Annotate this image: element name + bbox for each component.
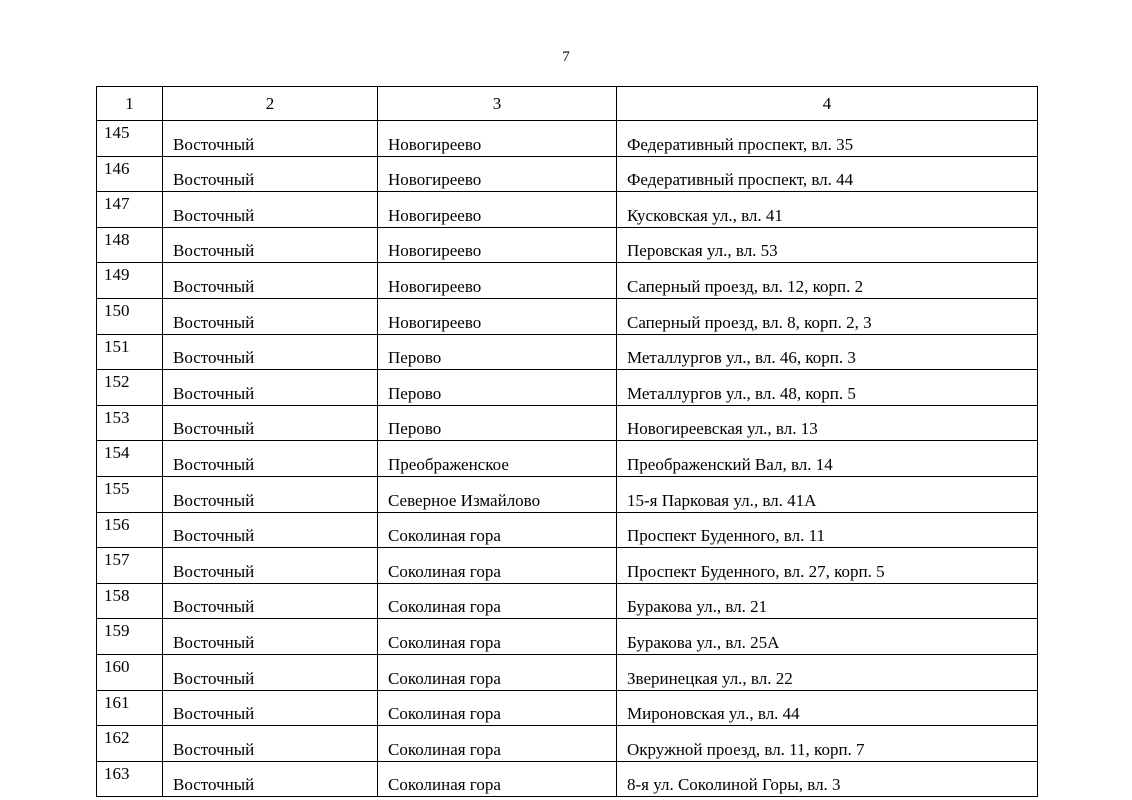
area-cell: Перово <box>378 334 617 370</box>
address-cell: Буракова ул., вл. 21 <box>617 583 1038 619</box>
address-cell: Федеративный проспект, вл. 35 <box>617 121 1038 157</box>
table-row <box>97 583 1038 619</box>
row-number-cell: 163 <box>97 761 163 797</box>
row-number-cell: 154 <box>97 441 163 477</box>
row-number-cell: 153 <box>97 405 163 441</box>
table-row <box>97 370 1038 406</box>
area-cell: Преображенское <box>378 441 617 477</box>
address-table <box>96 86 1038 797</box>
table-row <box>97 298 1038 334</box>
area-cell: Новогиреево <box>378 227 617 263</box>
district-cell: Восточный <box>163 726 378 762</box>
row-number-cell: 149 <box>97 263 163 299</box>
district-cell: Восточный <box>163 583 378 619</box>
address-cell: Новогиреевская ул., вл. 13 <box>617 405 1038 441</box>
row-number-cell: 161 <box>97 690 163 726</box>
area-cell: Новогиреево <box>378 298 617 334</box>
area-cell: Новогиреево <box>378 192 617 228</box>
address-cell: Металлургов ул., вл. 46, корп. 3 <box>617 334 1038 370</box>
district-cell: Восточный <box>163 441 378 477</box>
district-cell: Восточный <box>163 298 378 334</box>
district-cell: Восточный <box>163 192 378 228</box>
row-number-cell: 148 <box>97 227 163 263</box>
district-cell: Восточный <box>163 512 378 548</box>
district-cell: Восточный <box>163 370 378 406</box>
district-cell: Восточный <box>163 156 378 192</box>
address-cell: Проспект Буденного, вл. 27, корп. 5 <box>617 548 1038 584</box>
table-row <box>97 548 1038 584</box>
address-cell: Федеративный проспект, вл. 44 <box>617 156 1038 192</box>
row-number-cell: 157 <box>97 548 163 584</box>
address-cell: Мироновская ул., вл. 44 <box>617 690 1038 726</box>
district-cell: Восточный <box>163 690 378 726</box>
area-cell: Соколиная гора <box>378 690 617 726</box>
column-header-4: 4 <box>617 87 1038 121</box>
area-cell: Соколиная гора <box>378 654 617 690</box>
table-row <box>97 121 1038 157</box>
address-cell: Перовская ул., вл. 53 <box>617 227 1038 263</box>
district-cell: Восточный <box>163 654 378 690</box>
row-number-cell: 162 <box>97 726 163 762</box>
header-row <box>97 87 1038 121</box>
area-cell: Соколиная гора <box>378 761 617 797</box>
row-number-cell: 152 <box>97 370 163 406</box>
area-cell: Новогиреево <box>378 156 617 192</box>
address-cell: Буракова ул., вл. 25А <box>617 619 1038 655</box>
row-number-cell: 160 <box>97 654 163 690</box>
address-cell: Саперный проезд, вл. 8, корп. 2, 3 <box>617 298 1038 334</box>
column-header-1: 1 <box>97 87 163 121</box>
row-number-cell: 145 <box>97 121 163 157</box>
table-row <box>97 761 1038 797</box>
address-cell: Зверинецкая ул., вл. 22 <box>617 654 1038 690</box>
address-cell: Металлургов ул., вл. 48, корп. 5 <box>617 370 1038 406</box>
district-cell: Восточный <box>163 476 378 512</box>
table-row <box>97 512 1038 548</box>
area-cell: Соколиная гора <box>378 619 617 655</box>
table-row <box>97 654 1038 690</box>
area-cell: Соколиная гора <box>378 583 617 619</box>
district-cell: Восточный <box>163 334 378 370</box>
district-cell: Восточный <box>163 761 378 797</box>
address-cell: Проспект Буденного, вл. 11 <box>617 512 1038 548</box>
table-row <box>97 227 1038 263</box>
area-cell: Соколиная гора <box>378 726 617 762</box>
address-cell: Саперный проезд, вл. 12, корп. 2 <box>617 263 1038 299</box>
district-cell: Восточный <box>163 227 378 263</box>
address-cell: 15-я Парковая ул., вл. 41А <box>617 476 1038 512</box>
page-number: 7 <box>562 49 570 65</box>
table-row <box>97 334 1038 370</box>
table-row <box>97 619 1038 655</box>
district-cell: Восточный <box>163 619 378 655</box>
table-row <box>97 405 1038 441</box>
row-number-cell: 147 <box>97 192 163 228</box>
table-row <box>97 726 1038 762</box>
area-cell: Новогиреево <box>378 121 617 157</box>
area-cell: Соколиная гора <box>378 548 617 584</box>
district-cell: Восточный <box>163 405 378 441</box>
address-cell: Окружной проезд, вл. 11, корп. 7 <box>617 726 1038 762</box>
row-number-cell: 155 <box>97 476 163 512</box>
table-row <box>97 476 1038 512</box>
row-number-cell: 159 <box>97 619 163 655</box>
address-cell: Кусковская ул., вл. 41 <box>617 192 1038 228</box>
row-number-cell: 158 <box>97 583 163 619</box>
row-number-cell: 156 <box>97 512 163 548</box>
area-cell: Новогиреево <box>378 263 617 299</box>
table-row <box>97 156 1038 192</box>
column-header-2: 2 <box>163 87 378 121</box>
district-cell: Восточный <box>163 548 378 584</box>
column-header-3: 3 <box>378 87 617 121</box>
area-cell: Перово <box>378 405 617 441</box>
row-number-cell: 150 <box>97 298 163 334</box>
table-row <box>97 192 1038 228</box>
address-cell: 8-я ул. Соколиной Горы, вл. 3 <box>617 761 1038 797</box>
district-cell: Восточный <box>163 121 378 157</box>
table-header <box>97 87 1038 121</box>
area-cell: Перово <box>378 370 617 406</box>
row-number-cell: 151 <box>97 334 163 370</box>
district-cell: Восточный <box>163 263 378 299</box>
table-body <box>97 121 1038 797</box>
area-cell: Соколиная гора <box>378 512 617 548</box>
row-number-cell: 146 <box>97 156 163 192</box>
table-row <box>97 690 1038 726</box>
address-cell: Преображенский Вал, вл. 14 <box>617 441 1038 477</box>
table-row <box>97 441 1038 477</box>
area-cell: Северное Измайлово <box>378 476 617 512</box>
table-row <box>97 263 1038 299</box>
